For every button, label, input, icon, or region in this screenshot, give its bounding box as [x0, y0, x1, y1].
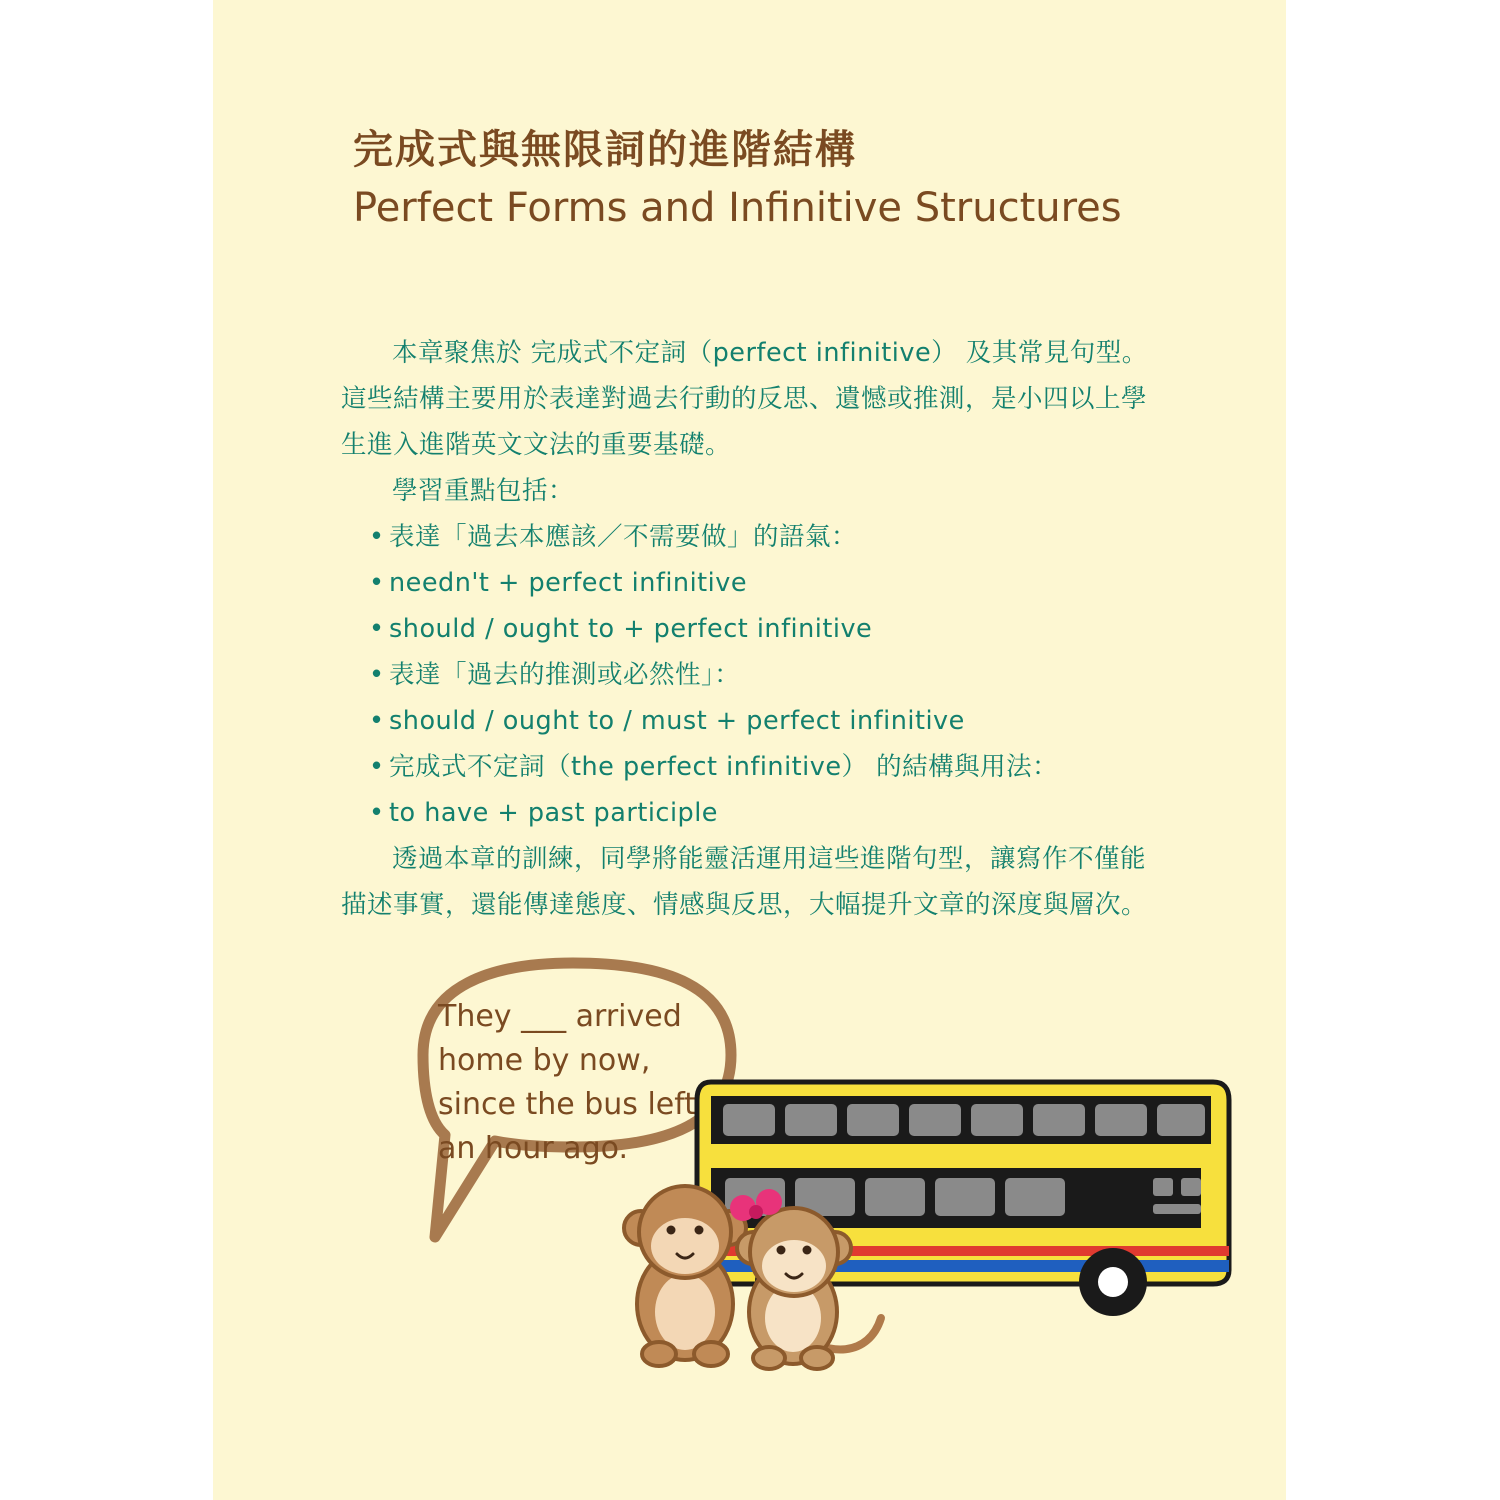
list-item: • 表達「過去的推測或必然性」： [369, 652, 1161, 698]
learning-points-lead: 學習重點包括： [392, 476, 575, 506]
speech-bubble-text: They ___ arrived home by now, since the bus left an hour ago. [438, 999, 697, 1166]
page-canvas [213, 0, 1286, 1500]
intro-paragraph: 本章聚焦於 完成式不定詞（perfect infinitive） 及其常見句型。這些結構主要用於表達對過去行動的反思、遺憾或推測，是小四以上學生進入進階英文文法的重要基礎。 [341, 338, 1148, 460]
list-item: • should / ought to / must + perfect infinitive [369, 698, 1161, 744]
closing-paragraph: 透過本章的訓練，同學將能靈活運用這些進階句型，讓寫作不僅能描述事實，還能傳達態度、情感與反思，大幅提升文章的深度與層次。 [341, 844, 1148, 920]
list-item: • needn't + perfect infinitive [369, 560, 1161, 606]
body-content [341, 330, 1161, 928]
illustration [593, 1060, 1286, 1380]
list-item: • should / ought to + perfect infinitive [369, 606, 1161, 652]
page-title-chinese: 完成式與無限詞的進階結構 [353, 127, 857, 173]
learning-points-list [341, 514, 1161, 836]
list-item: • to have + past participle [369, 790, 1161, 836]
list-item: • 完成式不定詞（the perfect infinitive） 的結構與用法： [369, 744, 1161, 790]
page-title-english: Perfect Forms and Infinitive Structures [353, 185, 1122, 231]
list-item: • 表達「過去本應該／不需要做」的語氣： [369, 514, 1161, 560]
